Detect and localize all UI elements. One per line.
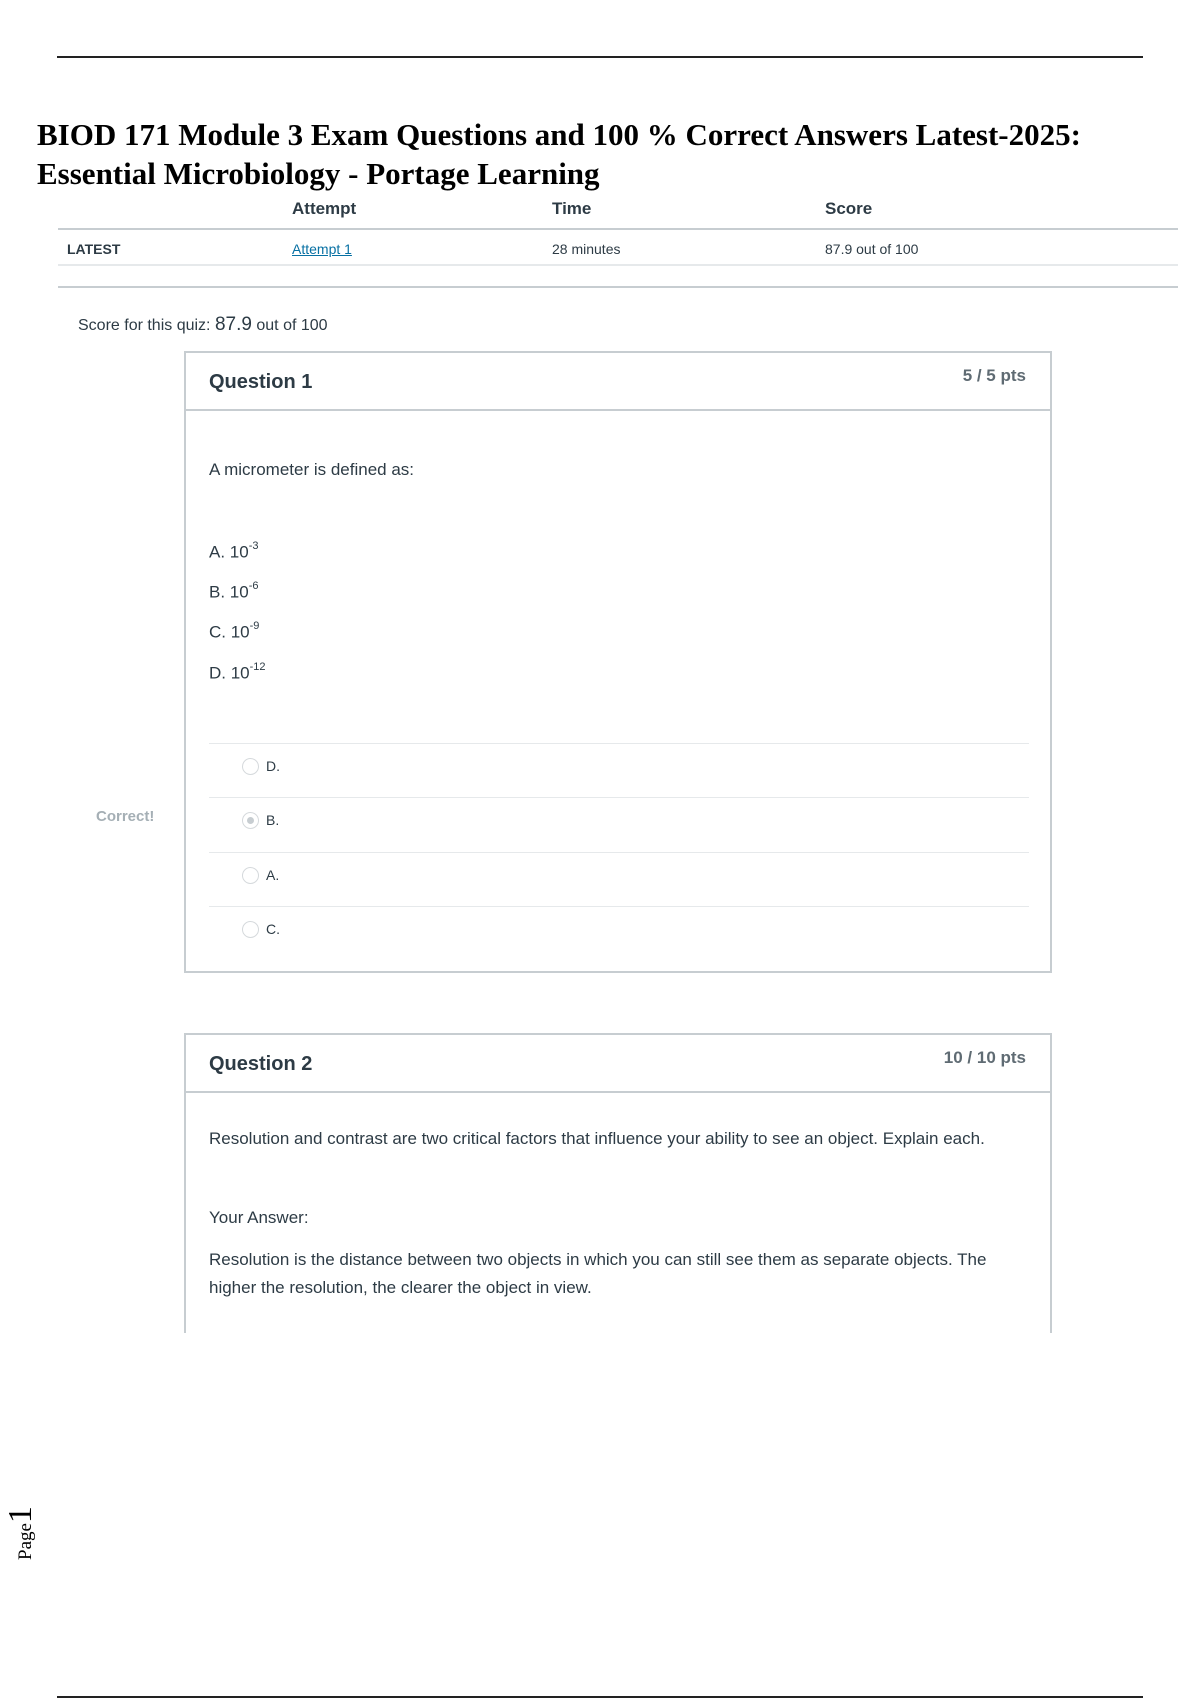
attempt-summary-table [58,198,1178,288]
question-2-prompt: Resolution and contrast are two critical factors that influence your ability to see an object. Explain each. [209,1129,985,1148]
your-answer-text: Resolution is the distance between two objects in which you can still see them as separate objects. The higher the resolution, the clearer the object in view. [209,1250,987,1297]
page-number: 1 [2,1506,39,1524]
quiz-score-prefix: Score for this quiz: [78,317,215,334]
radio-selected-icon[interactable] [242,812,259,829]
answer-choice-a[interactable] [209,852,1029,906]
question-1-card [184,351,1052,973]
question-2-header [186,1035,1050,1093]
option-d: D. $10^{-12}$ [209,661,266,683]
document-title: BIOD 171 Module 3 Exam Questions and 100 % Correct Answers Latest-2025: Essential Microbiology - Portage Learning [37,117,1081,191]
radio-icon[interactable] [242,921,259,938]
header-time: Time [552,199,592,218]
option-c: C. $10^{-9}$ [209,620,260,642]
page-word: Page [15,1523,36,1560]
question-1-points: 5 / 5 pts [962,366,1026,385]
option-a: A. $10^{-3}$ [209,540,259,562]
bottom-rule [57,1696,1143,1698]
answer-label: C. [266,921,280,937]
top-rule [57,56,1143,58]
attempt-time: 28 minutes [552,241,621,257]
answer-label: D. [266,758,280,774]
question-1-header [186,353,1050,411]
option-b: B. $10^{-6}$ [209,580,259,602]
quiz-score-value: 87.9 [214,314,252,335]
summary-row-latest [58,230,1178,266]
answer-choice-b[interactable] [209,797,1029,851]
radio-icon[interactable] [242,758,259,775]
answer-choice-d[interactable] [209,743,1029,797]
your-answer-label: Your Answer: [209,1208,309,1227]
radio-icon[interactable] [242,867,259,884]
page-number-marker [2,1500,62,1560]
question-2-card [184,1033,1052,1333]
correct-indicator: Correct! [96,808,155,825]
question-2-points: 10 / 10 pts [943,1048,1026,1067]
attempt-score: 87.9 out of 100 [825,241,919,257]
latest-label: LATEST [67,241,121,257]
question-1-prompt: A micrometer is defined as: [209,460,415,479]
answer-label: A. [266,867,280,883]
quiz-score-suffix: out of 100 [251,317,328,334]
question-2-title: Question 2 [209,1053,313,1075]
summary-divider [58,266,1178,288]
quiz-score [78,314,328,336]
answer-label: B. [266,812,280,828]
header-attempt: Attempt [292,199,357,218]
header-score: Score [825,199,873,218]
summary-header-row [58,198,1178,230]
answer-choice-c[interactable] [209,906,1029,960]
attempt-1-link[interactable]: Attempt 1 [292,241,352,257]
question-1-title: Question 1 [209,371,313,393]
